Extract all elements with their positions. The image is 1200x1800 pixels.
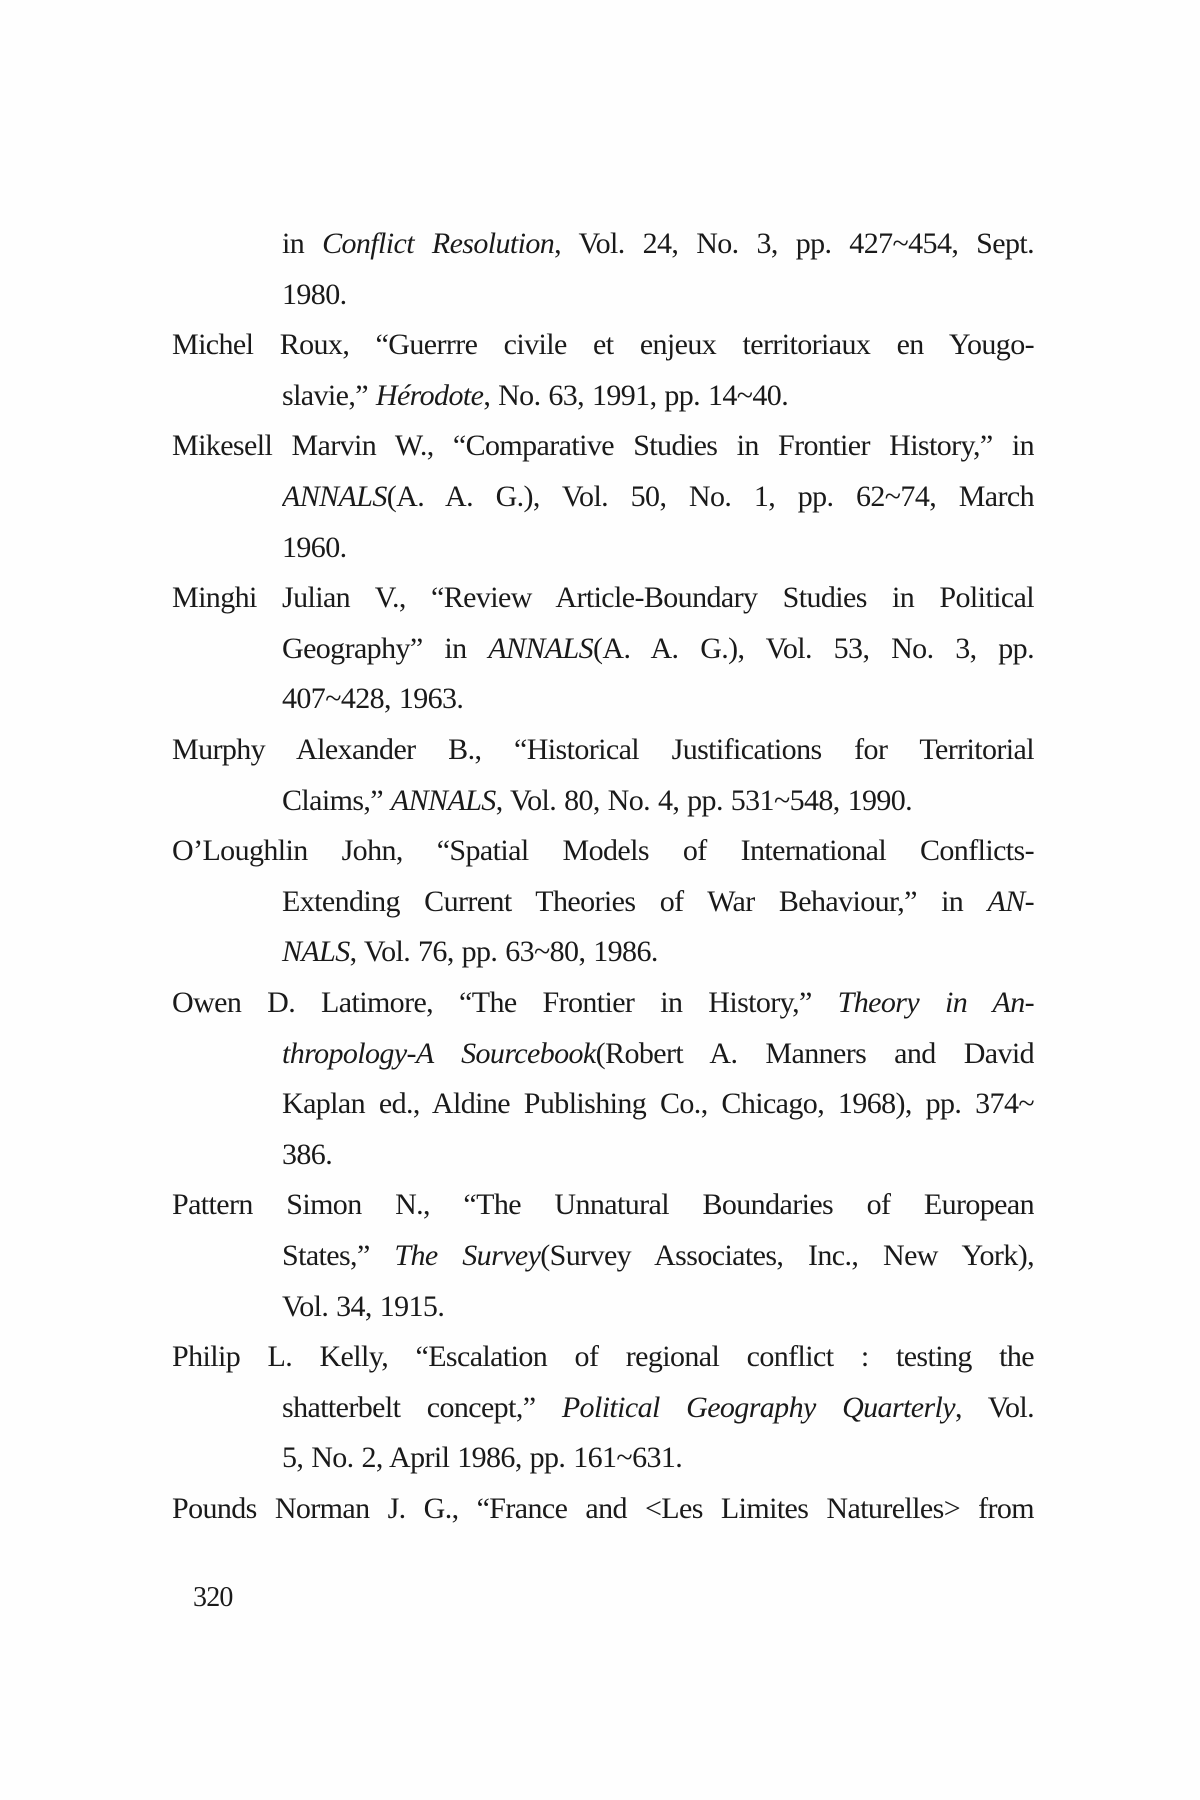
reference-text: , Vol. 24, No. 3, pp. 427~454, Sept.: [554, 227, 1034, 260]
reference-text: Owen D. Latimore, “The Frontier in History,”: [172, 986, 838, 1019]
reference-text: Minghi Julian V., “Review Article-Boundary Studies in Political: [172, 581, 1034, 615]
reference-entry-first-line: [172, 1489, 1034, 1529]
reference-entry-first-line: [172, 730, 1034, 770]
italic-title-text: NALS: [282, 935, 350, 969]
reference-text: 407~428, 1963.: [282, 682, 464, 716]
reference-entry-first-line: [172, 1337, 1034, 1377]
reference-text: (A. A. G.), Vol. 53, No. 3, pp.: [593, 631, 1034, 665]
reference-entry-continuation-line: [282, 477, 1034, 517]
reference-text: Kaplan ed., Aldine Publishing Co., Chicago, 1968), pp. 374~: [282, 1087, 1034, 1121]
reference-entry-continuation-line: [282, 932, 1034, 972]
reference-text: Mikesell Marvin W., “Comparative Studies in Frontier History,” in: [172, 429, 1034, 463]
italic-title-text: Political Geography Quarterly: [561, 1390, 956, 1424]
reference-text: in: [282, 227, 323, 260]
reference-text: 386.: [282, 1137, 333, 1171]
italic-title-text: thropology-A Sourcebook: [282, 1036, 596, 1070]
reference-text: (Survey Associates, Inc., New York),: [540, 1239, 1034, 1272]
reference-text: , Vol.: [955, 1390, 1034, 1424]
reference-text: O’Loughlin John, “Spatial Models of International Conflicts-: [172, 834, 1034, 868]
reference-text: slavie,”: [282, 378, 376, 412]
reference-text: 5, No. 2, April 1986, pp. 161~631.: [282, 1441, 683, 1475]
reference-entry-continuation-line: [282, 629, 1034, 669]
reference-entry-continuation-line: [282, 1388, 1034, 1428]
reference-entry-first-line: [172, 325, 1034, 365]
reference-entry-continuation-line: [282, 781, 1034, 821]
reference-entry-first-line: [172, 831, 1034, 871]
reference-text: Philip L. Kelly, “Escalation of regional conflict : testing the: [172, 1340, 1034, 1374]
reference-entry-continuation-line: [282, 275, 1034, 315]
reference-entry-continuation-line: [282, 882, 1034, 922]
reference-text: Pattern Simon N., “The Unnatural Boundaries of European: [172, 1188, 1034, 1222]
reference-text: (Robert A. Manners and David: [595, 1036, 1034, 1070]
italic-title-text: ANNALS: [282, 480, 387, 513]
page-number: 320: [193, 1582, 233, 1613]
italic-title-text: Hérodote: [375, 378, 484, 412]
reference-text: Claims,”: [282, 783, 391, 817]
reference-entry-continuation-line: [282, 376, 1034, 416]
reference-text: States,”: [282, 1239, 395, 1272]
reference-text: 1980.: [282, 277, 347, 311]
reference-text: , Vol. 80, No. 4, pp. 531~548, 1990.: [495, 783, 913, 817]
reference-text: Pounds Norman J. G., “France and <Les Limites Naturelles> from: [172, 1492, 1034, 1525]
reference-entry-first-line: [172, 426, 1034, 466]
reference-entry-continuation-line: [282, 1034, 1034, 1074]
reference-text: Murphy Alexander B., “Historical Justifications for Territorial: [172, 733, 1034, 766]
reference-text: , Vol. 76, pp. 63~80, 1986.: [349, 935, 658, 969]
reference-text: (A. A. G.), Vol. 50, No. 1, pp. 62~74, March: [386, 480, 1034, 513]
reference-entry-continuation-line: [282, 224, 1034, 264]
italic-title-text: ANNALS: [488, 631, 594, 665]
reference-text: Michel Roux, “Guerrre civile et enjeux territoriaux en Yougo-: [172, 328, 1034, 362]
reference-entry-continuation-line: [282, 1084, 1034, 1124]
italic-title-text: The Survey: [394, 1239, 541, 1272]
reference-text: 1960.: [282, 530, 347, 564]
reference-entry-continuation-line: [282, 528, 1034, 568]
reference-text: shatterbelt concept,”: [282, 1390, 562, 1424]
reference-text: , No. 63, 1991, pp. 14~40.: [483, 378, 789, 412]
reference-entry-first-line: [172, 1185, 1034, 1225]
reference-entry-first-line: [172, 578, 1034, 618]
reference-entry-first-line: [172, 983, 1034, 1023]
italic-title-text: Conflict Resolution: [322, 227, 555, 260]
reference-text: Geography” in: [282, 631, 489, 665]
reference-entry-continuation-line: [282, 679, 1034, 719]
reference-entry-continuation-line: [282, 1135, 1034, 1175]
italic-title-text: AN-: [987, 884, 1034, 918]
reference-text: Vol. 34, 1915.: [282, 1289, 445, 1323]
italic-title-text: Theory in An-: [837, 986, 1034, 1019]
reference-text: Extending Current Theories of War Behaviour,” in: [282, 884, 988, 918]
italic-title-text: ANNALS: [390, 783, 496, 817]
reference-entry-continuation-line: [282, 1438, 1034, 1478]
reference-entry-continuation-line: [282, 1236, 1034, 1276]
reference-entry-continuation-line: [282, 1287, 1034, 1327]
